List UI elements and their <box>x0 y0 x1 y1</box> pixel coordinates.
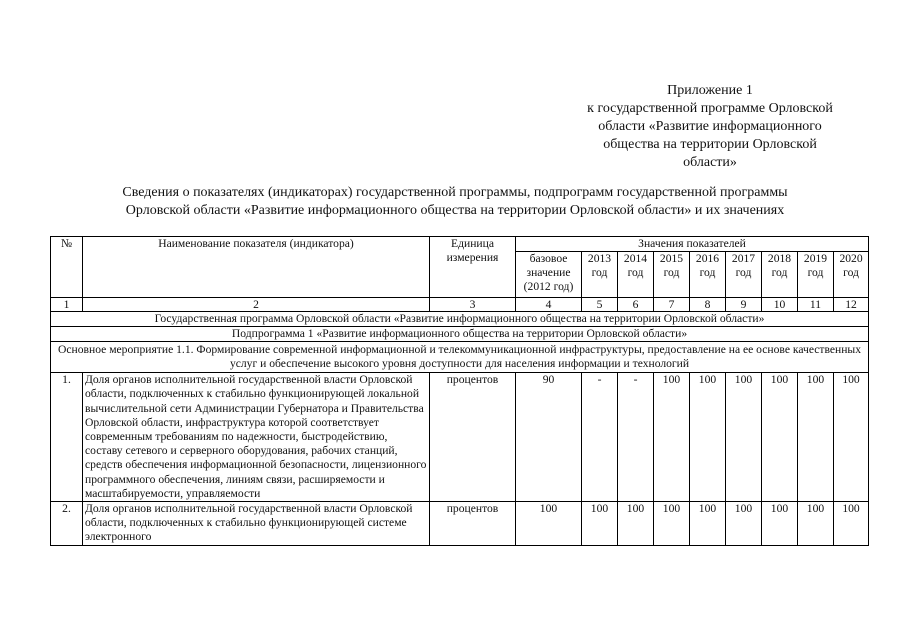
row-number: 2. <box>51 502 83 546</box>
document-title <box>20 184 890 220</box>
value-cell: 100 <box>798 502 834 546</box>
indicator-name: Доля органов исполнительной государственной власти Орловской области, подключенных к стабильно функционирующей системе электронного <box>83 502 430 546</box>
header-year: 2013 год <box>582 252 618 298</box>
column-number: 7 <box>654 298 690 312</box>
state-program-title: Государственная программа Орловской области «Развитие информационного общества на территории Орловской области» <box>51 312 869 327</box>
state-program-row <box>51 312 869 327</box>
column-number: 11 <box>798 298 834 312</box>
header-year: 2020 год <box>834 252 869 298</box>
value-cell: 100 <box>654 502 690 546</box>
value-cell: 100 <box>762 502 798 546</box>
column-number: 2 <box>83 298 430 312</box>
row-number: 1. <box>51 373 83 502</box>
value-cell: 100 <box>516 502 582 546</box>
header-unit: Единица измерения <box>430 237 516 298</box>
table-row <box>51 373 869 502</box>
column-number: 10 <box>762 298 798 312</box>
header-num: № <box>51 237 83 298</box>
appendix-heading <box>560 82 860 172</box>
value-cell: - <box>582 373 618 502</box>
header-year: 2016 год <box>690 252 726 298</box>
main-event-title: Основное мероприятие 1.1. Формирование современной информационной и телекоммуникационной инфраструктуры, предоставление на ее основе качественных услуг и обеспечение высокого уровня доступности для населения информации и технологий <box>51 342 869 373</box>
indicator-unit: процентов <box>430 502 516 546</box>
indicators-table <box>50 236 869 546</box>
value-cell: 100 <box>690 373 726 502</box>
title-line-2: Орловской области «Развитие информационного общества на территории Орловской области» и их значениях <box>125 203 785 218</box>
appendix-line-1: Приложение 1 <box>667 83 753 98</box>
value-cell: 100 <box>762 373 798 502</box>
value-cell: 100 <box>690 502 726 546</box>
column-number: 12 <box>834 298 869 312</box>
value-cell: 100 <box>618 502 654 546</box>
header-values-group: Значения показателей <box>516 237 869 252</box>
value-cell: - <box>618 373 654 502</box>
appendix-line-2: к государственной программе Орловской <box>587 101 833 116</box>
appendix-line-4: общества на территории Орловской <box>603 137 817 152</box>
header-row-1 <box>51 237 869 252</box>
value-cell: 100 <box>726 502 762 546</box>
header-year: 2018 год <box>762 252 798 298</box>
value-cell: 100 <box>582 502 618 546</box>
header-year: 2017 год <box>726 252 762 298</box>
header-year: 2019 год <box>798 252 834 298</box>
header-year: 2014 год <box>618 252 654 298</box>
column-number: 1 <box>51 298 83 312</box>
table-row <box>51 502 869 546</box>
title-line-1: Сведения о показателях (индикаторах) государственной программы, подпрограмм государственной программы <box>122 185 788 200</box>
column-number: 3 <box>430 298 516 312</box>
appendix-line-3: области «Развитие информационного <box>598 119 822 134</box>
value-cell: 100 <box>654 373 690 502</box>
indicator-unit: процентов <box>430 373 516 502</box>
column-number: 4 <box>516 298 582 312</box>
header-base: базовое значение (2012 год) <box>516 252 582 298</box>
value-cell: 90 <box>516 373 582 502</box>
main-event-row <box>51 342 869 373</box>
column-numbers-row <box>51 298 869 312</box>
value-cell: 100 <box>798 373 834 502</box>
column-number: 5 <box>582 298 618 312</box>
subprogram-row <box>51 327 869 342</box>
appendix-line-5: области» <box>683 155 737 170</box>
header-name: Наименование показателя (индикатора) <box>83 237 430 298</box>
column-number: 8 <box>690 298 726 312</box>
value-cell: 100 <box>834 373 869 502</box>
value-cell: 100 <box>834 502 869 546</box>
header-year: 2015 год <box>654 252 690 298</box>
subprogram-title: Подпрограмма 1 «Развитие информационного общества на территории Орловской области» <box>51 327 869 342</box>
column-number: 9 <box>726 298 762 312</box>
indicator-name: Доля органов исполнительной государственной власти Орловской области, подключенных к стабильно функционирующей локальной вычислительной сети Администрации Губернатора и Правительства Орловской области, инфраструктура которой соответствует современным требованиям по надежности, быстродействию, составу сетевого и серверного оборудования, рабочих станций, средств обеспечения информационной безопасности, лицензионного программного обеспечения, линиям связи, расширяемости и масштабируемости, управляемости <box>83 373 430 502</box>
column-number: 6 <box>618 298 654 312</box>
value-cell: 100 <box>726 373 762 502</box>
